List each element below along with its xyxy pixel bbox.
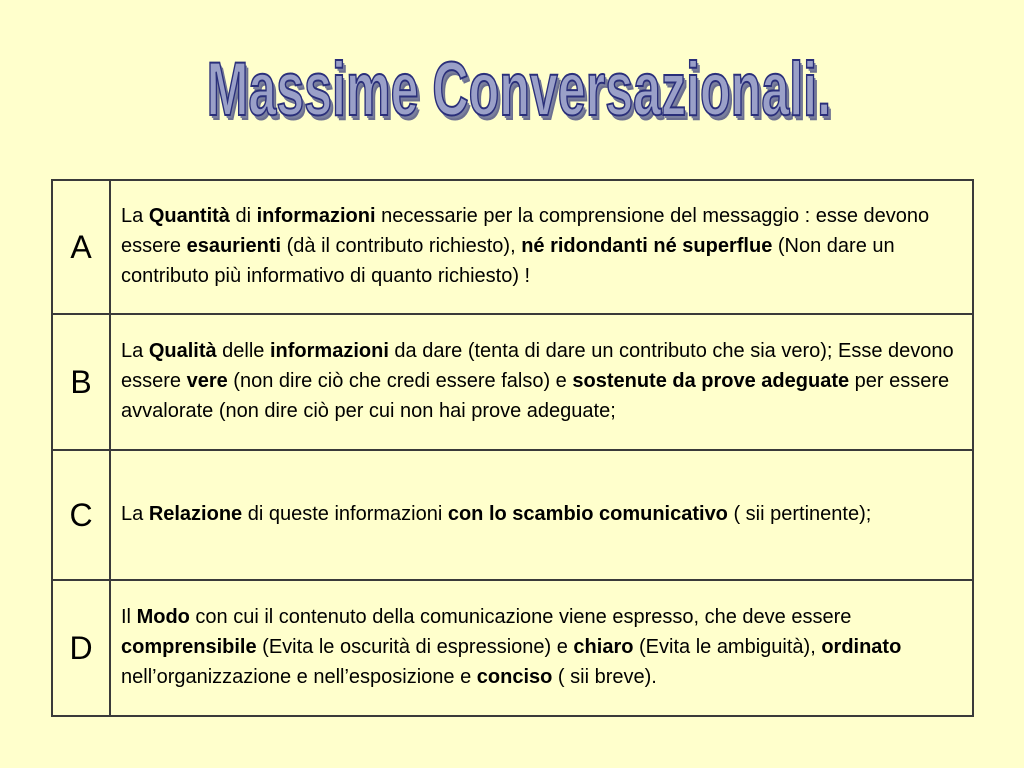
maxim-row-d <box>52 580 973 716</box>
body-text: (non dire ciò che credi essere falso) e <box>227 370 573 392</box>
slide-title: Massime Conversazionali. <box>206 47 832 132</box>
body-text: ( sii pertinente); <box>727 503 872 525</box>
body-text: necessarie per la comprensione del messaggio : esse devono essere <box>121 205 930 257</box>
body-text: ( sii breve). <box>552 666 657 688</box>
maxim-row-a <box>52 180 973 314</box>
body-text: La <box>121 503 149 525</box>
maxim-row-b <box>52 314 973 450</box>
emphasis-text: informazioni <box>269 340 389 362</box>
emphasis-text: ordinato <box>821 636 902 658</box>
maxim-letter: A <box>52 180 110 314</box>
body-text: di queste informazioni <box>242 503 448 525</box>
emphasis-text: vere <box>186 370 228 392</box>
emphasis-text: informazioni <box>256 205 376 227</box>
emphasis-text: Relazione <box>148 503 243 525</box>
maxims-table <box>51 179 974 717</box>
emphasis-text: Quantità <box>148 205 230 227</box>
body-text: nell’organizzazione e nell’esposizione e <box>121 666 477 688</box>
emphasis-text: conciso <box>476 666 553 688</box>
emphasis-text: Modo <box>136 606 190 628</box>
emphasis-text: sostenute da prove adeguate <box>572 370 850 392</box>
maxim-description <box>110 180 973 314</box>
emphasis-text: esaurienti <box>186 235 282 257</box>
body-text: delle <box>216 340 270 362</box>
body-text: per essere avvalorate (non dire ciò per cui non hai prove adeguate; <box>121 370 950 422</box>
emphasis-text: chiaro <box>573 636 634 658</box>
body-text: con cui il contenuto della comunicazione viene espresso, che deve essere <box>189 606 852 628</box>
emphasis-text: con lo scambio comunicativo <box>447 503 728 525</box>
maxim-description <box>110 580 973 716</box>
emphasis-text: Qualità <box>148 340 217 362</box>
body-text: di <box>229 205 257 227</box>
emphasis-text: né ridondanti né superflue <box>521 235 773 257</box>
emphasis-text: comprensibile <box>121 636 257 658</box>
maxim-row-c <box>52 450 973 580</box>
maxim-letter: D <box>52 580 110 716</box>
body-text: da dare (tenta di dare un contributo che sia vero); Esse devono essere <box>121 340 954 392</box>
body-text: (Non dare un contributo più informativo di quanto richiesto) ! <box>121 235 895 287</box>
body-text: (Evita le oscurità di espressione) e <box>256 636 574 658</box>
body-text: La <box>121 340 149 362</box>
body-text: Il <box>121 606 137 628</box>
maxim-letter: C <box>52 450 110 580</box>
maxim-letter: B <box>52 314 110 450</box>
body-text: (dà il contributo richiesto), <box>281 235 522 257</box>
maxim-description <box>110 314 973 450</box>
maxim-description <box>110 450 973 580</box>
body-text: (Evita le ambiguità), <box>633 636 822 658</box>
body-text: La <box>121 205 149 227</box>
